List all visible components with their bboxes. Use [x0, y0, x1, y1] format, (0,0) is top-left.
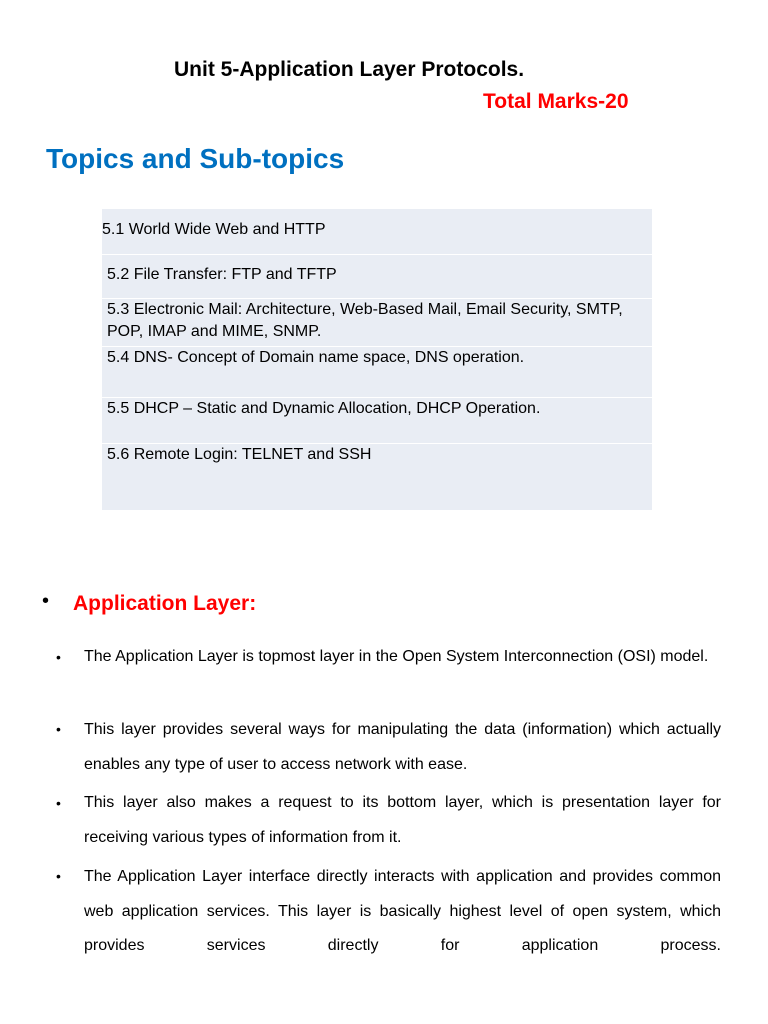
section-bullet: • [42, 590, 50, 612]
topic-text: 5.1 World Wide Web and HTTP [102, 221, 326, 238]
bullet-dot: • [56, 868, 61, 884]
bullet-dot: • [56, 649, 61, 665]
topics-heading: Topics and Sub-topics [46, 143, 345, 174]
topic-text: 5.2 File Transfer: FTP and TFTP [107, 266, 337, 283]
topic-text: 5.6 Remote Login: TELNET and SSH [107, 446, 372, 463]
bullet-dot: • [56, 795, 61, 811]
topic-text: 5.4 DNS- Concept of Domain name space, DNS operation. [107, 349, 525, 366]
total-marks: Total Marks-20 [483, 90, 629, 113]
bullet-point: This layer provides several ways for manipulating the data (information) which actually enables any type of user to access network with ease. [84, 721, 721, 773]
bullet-point: The Application Layer is topmost layer in the Open System Interconnection (OSI) model. [84, 648, 709, 665]
bullet-dot: • [56, 721, 61, 737]
section-heading: Application Layer: [73, 592, 257, 615]
topic-row [102, 397, 652, 444]
topic-row [102, 443, 652, 510]
topic-row [102, 298, 652, 347]
document-title: Unit 5-Application Layer Protocols. [174, 58, 525, 81]
topic-text: 5.5 DHCP – Static and Dynamic Allocation, DHCP Operation. [107, 400, 541, 417]
topics-table [102, 209, 652, 510]
topic-row [102, 254, 652, 299]
topic-text: 5.3 Electronic Mail: Architecture, Web-Based Mail, Email Security, SMTP, POP, IMAP and MIME, SNMP. [107, 301, 623, 340]
bullet-point: This layer also makes a request to its bottom layer, which is presentation layer for receiving various types of information from it. [84, 794, 721, 846]
topic-row [102, 209, 652, 255]
bullet-point: The Application Layer interface directly interacts with application and provides common web application services. This layer is basically highest level of open system, which provides services directly for application process. [84, 868, 721, 954]
topic-row [102, 346, 652, 398]
